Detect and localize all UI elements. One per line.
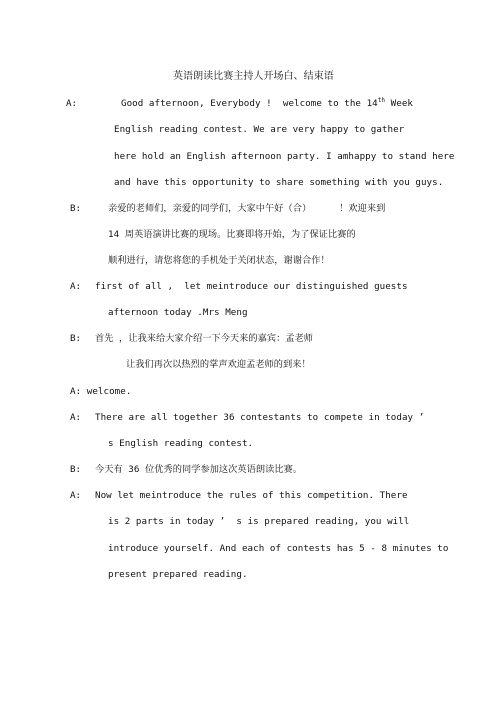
speaker-label-a: A: <box>70 412 82 423</box>
paragraph-line: here hold an English afternoon party. I amhappy to stand here <box>114 151 455 162</box>
paragraph-line: 顺利进行，请您将您的手机处于关闭状态，谢谢合作！ <box>108 255 330 266</box>
paragraph-line: 亲爱的老师们，亲爱的同学们，大家中午好（合） ！欢迎来到 <box>108 203 386 214</box>
paragraph-line: English reading contest. We are very happy to gather <box>114 124 405 135</box>
speaker-label-a: A: <box>70 281 82 292</box>
paragraph-line: and have this opportunity to share something with you guys. <box>114 177 444 188</box>
paragraph-line: There are all together 36 contestants to compete in today ’ <box>95 412 425 423</box>
text-segment: Week <box>385 98 413 109</box>
paragraph-line: 首先 ，让我来给大家介绍一下今天来的嘉宾：孟老师 <box>95 333 314 344</box>
paragraph-line: afternoon today .Mrs Meng <box>108 307 248 318</box>
paragraph-line: present prepared reading. <box>108 569 248 580</box>
speaker-label-b: B: <box>70 464 82 475</box>
speaker-label-a: A: <box>70 490 82 501</box>
paragraph-line: 今天有 36 位优秀的同学参加这次英语朗读比赛。 <box>95 464 303 475</box>
text-segment: Good afternoon, Everybody ! welcome to the 14 <box>121 98 378 109</box>
paragraph-line: Now let meintroduce the rules of this competition. There <box>95 490 408 501</box>
speaker-label-a: A: <box>66 98 78 109</box>
paragraph-line: A: welcome. <box>70 386 132 397</box>
paragraph-line: introduce yourself. And each of contests has 5 - 8 minutes to <box>108 543 449 554</box>
superscript-text: th <box>377 97 386 104</box>
document-title: 英语朗读比赛主持人开场白、结束语 <box>173 71 334 82</box>
speaker-label-b: B: <box>70 333 82 344</box>
speaker-label-b: B: <box>70 203 82 214</box>
paragraph-line: first of all , let meintroduce our distinguished guests <box>95 281 408 292</box>
paragraph-line <box>121 98 413 110</box>
paragraph-line: is 2 parts in today ’ s is prepared reading, you will <box>108 516 410 527</box>
paragraph-line: 14 周英语演讲比赛的现场。比赛即将开始，为了保证比赛的 <box>108 229 356 240</box>
paragraph-line: 让我们再次以热烈的掌声欢迎孟老师的到来！ <box>126 359 311 370</box>
paragraph-line: s English reading contest. <box>108 438 254 449</box>
